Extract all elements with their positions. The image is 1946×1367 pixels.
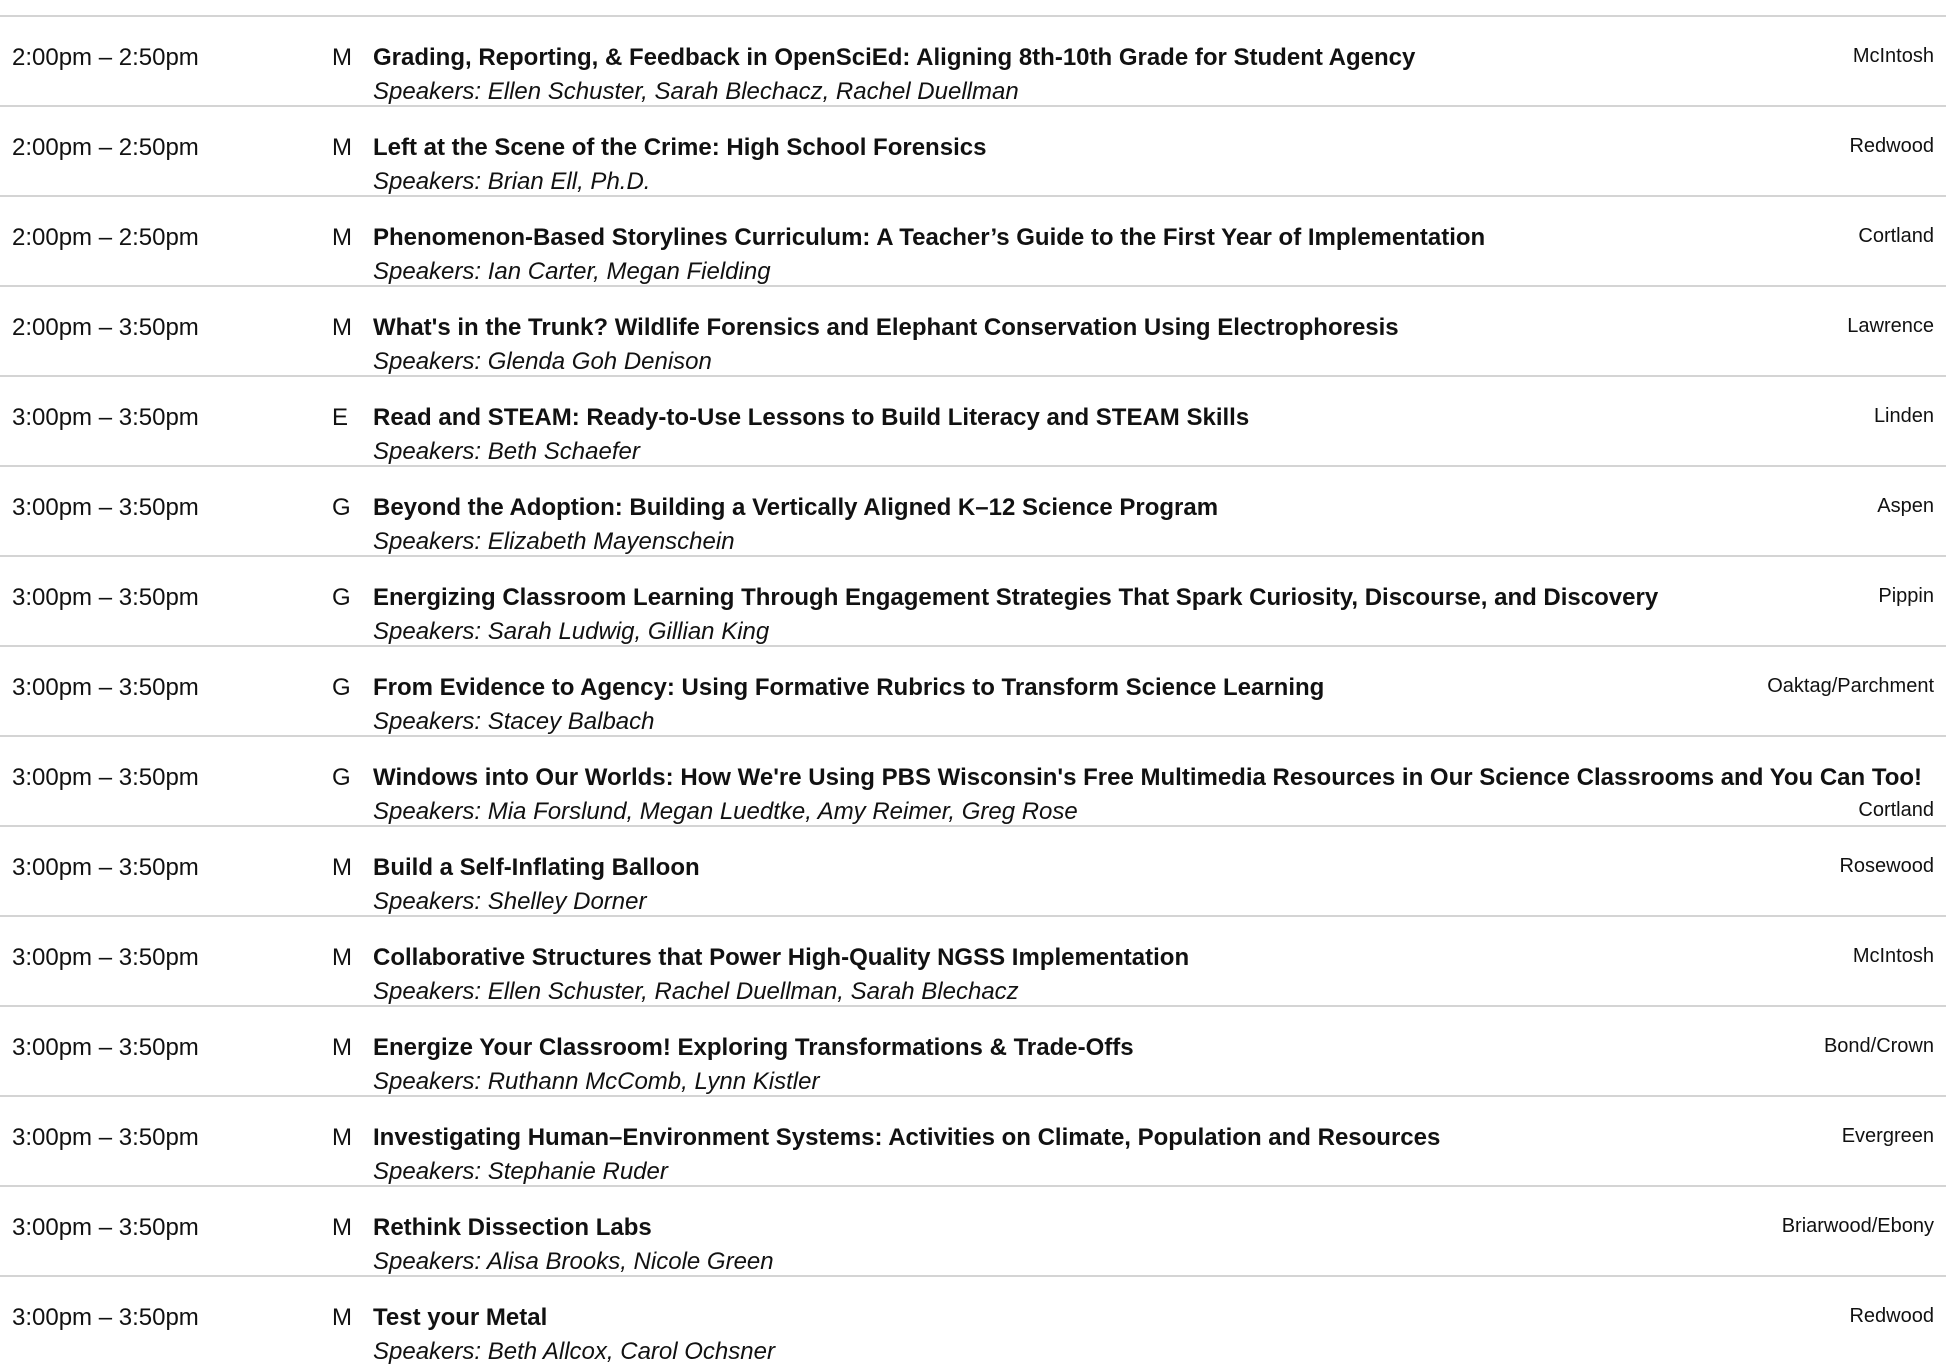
session-speakers: Speakers: Beth Schaefer [373,438,640,465]
session-level: M [332,854,352,881]
session-title[interactable]: Build a Self-Inflating Balloon [373,854,700,881]
session-time: 2:00pm – 2:50pm [12,134,199,161]
session-title[interactable]: Energize Your Classroom! Exploring Transformations & Trade-Offs [373,1034,1134,1061]
session-row [0,1007,1946,1097]
session-time: 3:00pm – 3:50pm [12,854,199,881]
session-row [0,17,1946,107]
session-level: M [332,944,352,971]
session-level: M [332,1304,352,1331]
session-title[interactable]: Energizing Classroom Learning Through Engagement Strategies That Spark Curiosity, Discourse, and Discovery [373,584,1659,611]
session-level: E [332,404,349,431]
session-time: 3:00pm – 3:50pm [12,944,199,971]
session-row [0,1097,1946,1187]
session-time: 3:00pm – 3:50pm [12,1214,199,1241]
session-room: Rosewood [1839,855,1934,877]
session-room: Briarwood/Ebony [1781,1215,1934,1237]
session-room: Aspen [1877,495,1934,517]
session-row [0,737,1946,827]
session-room: Evergreen [1841,1125,1934,1147]
session-room: Cortland [1858,799,1934,821]
session-speakers: Speakers: Alisa Brooks, Nicole Green [373,1248,774,1275]
session-title[interactable]: Investigating Human–Environment Systems: Activities on Climate, Population and Resources [373,1124,1441,1151]
session-room: Redwood [1849,135,1934,157]
session-time: 2:00pm – 2:50pm [12,44,199,71]
session-row [0,197,1946,287]
session-speakers: Speakers: Stacey Balbach [373,708,655,735]
session-level: G [332,764,351,791]
session-room: Bond/Crown [1823,1035,1934,1057]
session-row [0,647,1946,737]
session-time: 3:00pm – 3:50pm [12,404,199,431]
session-title[interactable]: Rethink Dissection Labs [373,1214,652,1241]
session-speakers: Speakers: Ellen Schuster, Sarah Blechacz, Rachel Duellman [373,78,1019,105]
session-room: Redwood [1849,1305,1934,1327]
session-level: M [332,1124,352,1151]
session-speakers: Speakers: Mia Forslund, Megan Luedtke, Amy Reimer, Greg Rose [373,798,1078,825]
session-level: M [332,44,352,71]
session-level: G [332,584,351,611]
session-level: M [332,224,352,251]
session-speakers: Speakers: Ian Carter, Megan Fielding [373,258,771,285]
session-speakers: Speakers: Beth Allcox, Carol Ochsner [373,1338,775,1365]
session-speakers: Speakers: Glenda Goh Denison [373,348,712,375]
session-time: 3:00pm – 3:50pm [12,764,199,791]
session-speakers: Speakers: Ellen Schuster, Rachel Duellman, Sarah Blechacz [373,978,1019,1005]
session-speakers: Speakers: Elizabeth Mayenschein [373,528,735,555]
session-title[interactable]: From Evidence to Agency: Using Formative Rubrics to Transform Science Learning [373,674,1325,701]
session-time: 3:00pm – 3:50pm [12,494,199,521]
session-level: G [332,494,351,521]
session-row [0,917,1946,1007]
session-room: McIntosh [1852,45,1934,67]
session-title[interactable]: Collaborative Structures that Power High-Quality NGSS Implementation [373,944,1190,971]
session-title[interactable]: Grading, Reporting, & Feedback in OpenSciEd: Aligning 8th-10th Grade for Student Agency [373,44,1416,71]
session-row [0,467,1946,557]
session-row [0,1187,1946,1277]
session-title[interactable]: Beyond the Adoption: Building a Vertically Aligned K–12 Science Program [373,494,1219,521]
session-time: 3:00pm – 3:50pm [12,1304,199,1331]
session-title[interactable]: Phenomenon-Based Storylines Curriculum: A Teacher’s Guide to the First Year of Implementation [373,224,1486,251]
session-title[interactable]: Left at the Scene of the Crime: High School Forensics [373,134,987,161]
session-speakers: Speakers: Brian Ell, Ph.D. [373,168,651,195]
session-row [0,107,1946,197]
session-room: Pippin [1878,585,1934,607]
session-title[interactable]: Test your Metal [373,1304,548,1331]
session-speakers: Speakers: Shelley Dorner [373,888,647,915]
session-row [0,1277,1946,1367]
session-time: 2:00pm – 2:50pm [12,224,199,251]
session-speakers: Speakers: Ruthann McComb, Lynn Kistler [373,1068,820,1095]
session-row [0,377,1946,467]
session-level: M [332,1034,352,1061]
session-speakers: Speakers: Stephanie Ruder [373,1158,668,1185]
session-room: Cortland [1858,225,1934,247]
session-row [0,557,1946,647]
session-title[interactable]: What's in the Trunk? Wildlife Forensics and Elephant Conservation Using Electrophoresis [373,314,1399,341]
session-row [0,827,1946,917]
session-speakers: Speakers: Sarah Ludwig, Gillian King [373,618,770,645]
session-time: 3:00pm – 3:50pm [12,1034,199,1061]
session-level: M [332,1214,352,1241]
session-level: M [332,314,352,341]
session-time: 3:00pm – 3:50pm [12,584,199,611]
session-title[interactable]: Windows into Our Worlds: How We're Using PBS Wisconsin's Free Multimedia Resources in Our Science Classrooms and You Can Too! [373,764,1923,791]
session-level: G [332,674,351,701]
session-time: 3:00pm – 3:50pm [12,674,199,701]
session-row [0,287,1946,377]
session-room: Lawrence [1847,315,1934,337]
session-room: Linden [1873,405,1934,427]
session-time: 3:00pm – 3:50pm [12,1124,199,1151]
session-room: McIntosh [1852,945,1934,967]
session-title[interactable]: Read and STEAM: Ready-to-Use Lessons to Build Literacy and STEAM Skills [373,404,1250,431]
session-time: 2:00pm – 3:50pm [12,314,199,341]
session-level: M [332,134,352,161]
session-room: Oaktag/Parchment [1767,675,1934,697]
